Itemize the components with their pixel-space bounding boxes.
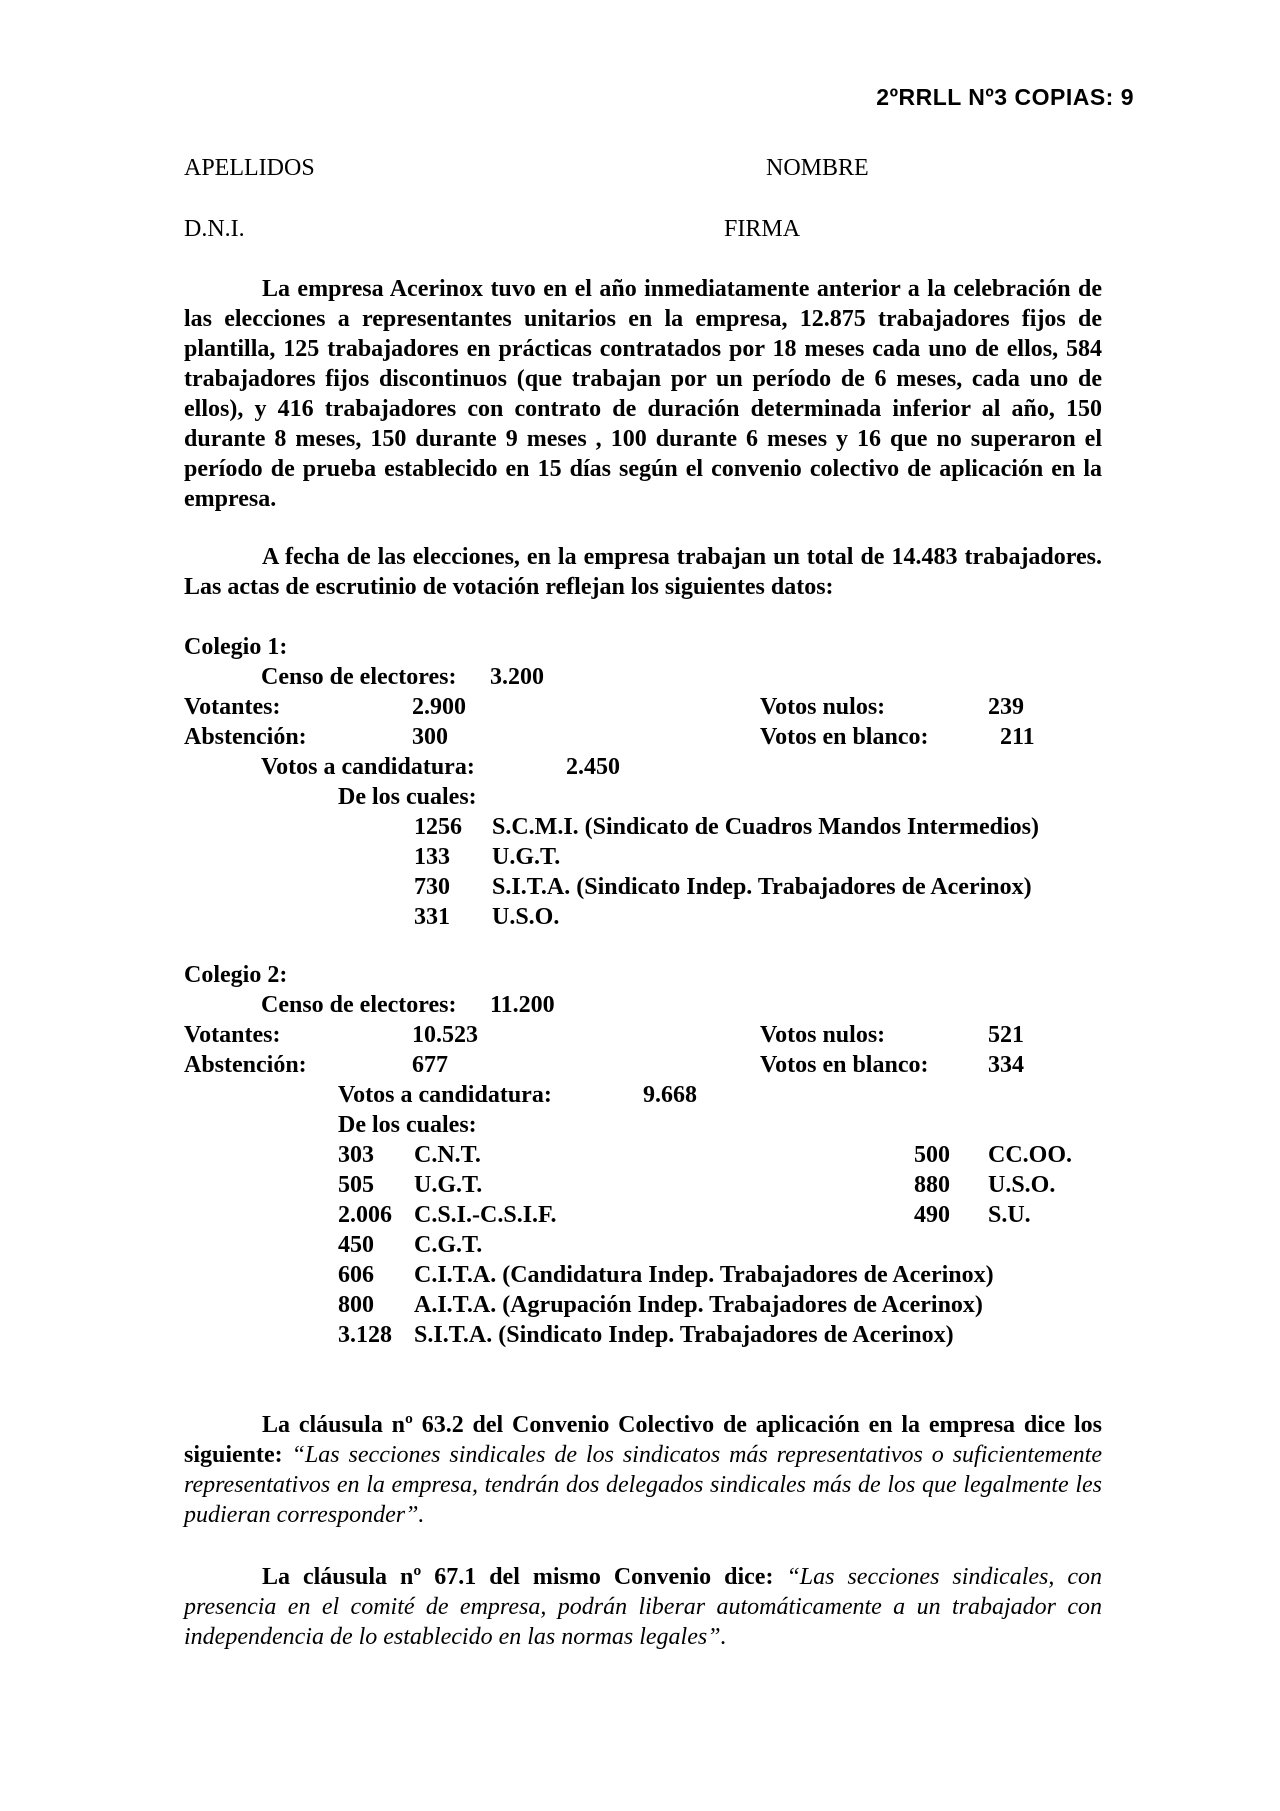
dni-label: D.N.I.	[184, 216, 245, 242]
colegio-2-item-votes: 3.128	[338, 1322, 392, 1348]
colegio-1-votantes-value: 2.900	[412, 694, 466, 720]
intro-paragraph-2: A fecha de las elecciones, en la empresa trabajan un total de 14.483 trabajadores. Las actas de escrutinio de votación reflejan los siguientes datos:	[184, 544, 1102, 600]
colegio-2-item-votes: 450	[338, 1232, 374, 1258]
colegio-2-censo-label: Censo de electores:	[261, 992, 457, 1018]
apellidos-label: APELLIDOS	[184, 155, 315, 181]
document-code: 2ºRRLL Nº3 COPIAS: 9	[876, 84, 1134, 110]
colegio-2-votantes-value: 10.523	[412, 1022, 478, 1048]
colegio-2-right-item-votes: 880	[914, 1172, 950, 1198]
colegio-1-abstencion-value: 300	[412, 724, 448, 750]
colegio-1-candidatura-label: Votos a candidatura:	[261, 754, 475, 780]
colegio-1-item-votes: 1256	[414, 814, 462, 840]
colegio-2-censo-value: 11.200	[490, 992, 555, 1018]
colegio-1-item-name: U.S.O.	[492, 904, 560, 930]
colegio-1-title: Colegio 1:	[184, 634, 288, 660]
clausula-63-heading: La cláusula nº 63.2 del Convenio Colectivo de aplicación en la empresa dice los siguiente:	[184, 1412, 1102, 1468]
clausula-67-heading: La cláusula nº 67.1 del mismo Convenio dice:	[262, 1564, 774, 1590]
colegio-1-nulos-label: Votos nulos:	[760, 694, 886, 720]
colegio-2-item-votes: 303	[338, 1142, 374, 1168]
colegio-2-item-votes: 606	[338, 1262, 374, 1288]
colegio-2-item-votes: 505	[338, 1172, 374, 1198]
clausula-63-quote: “Las secciones sindicales de los sindicatos más representativos o suficientemente representativos en la empresa, tendrán dos delegados sindicales más de los que legalmente les pudieran corresponder”.	[184, 1442, 1102, 1528]
colegio-2-item-votes: 800	[338, 1292, 374, 1318]
colegio-2-item-votes: 2.006	[338, 1202, 392, 1228]
colegio-2-title: Colegio 2:	[184, 962, 288, 988]
colegio-2-candidatura-value: 9.668	[643, 1082, 697, 1108]
colegio-2-item-name: C.S.I.-C.S.I.F.	[414, 1202, 557, 1228]
colegio-2-abstencion-value: 677	[412, 1052, 448, 1078]
colegio-2-votantes-label: Votantes:	[184, 1022, 281, 1048]
firma-label: FIRMA	[724, 216, 801, 242]
colegio-2-nulos-value: 521	[988, 1022, 1024, 1048]
colegio-1-blanco-label: Votos en blanco:	[760, 724, 929, 750]
colegio-2-right-item-votes: 500	[914, 1142, 950, 1168]
colegio-2-blanco-value: 334	[988, 1052, 1024, 1078]
colegio-1-item-name: U.G.T.	[492, 844, 561, 870]
colegio-2-right-item-name: CC.OO.	[988, 1142, 1072, 1168]
colegio-1-nulos-value: 239	[988, 694, 1024, 720]
colegio-1-candidatura-value: 2.450	[566, 754, 620, 780]
colegio-1-item-votes: 133	[414, 844, 450, 870]
colegio-1-censo-label: Censo de electores:	[261, 664, 457, 690]
colegio-2-nulos-label: Votos nulos:	[760, 1022, 886, 1048]
colegio-1-item-name: S.I.T.A. (Sindicato Indep. Trabajadores de Acerinox)	[492, 874, 1032, 900]
intro-paragraph-1: La empresa Acerinox tuvo en el año inmediatamente anterior a la celebración de las elecciones a representantes unitarios en la empresa, 12.875 trabajadores fijos de plantilla, 125 trabajadores en prácticas contratados por 18 meses cada uno de ellos, 584 trabajadores fijos discontinuos (que trabajan por un período de 6 meses, cada uno de ellos), y 416 trabajadores con contrato de duración determinada inferior al año, 150 durante 8 meses, 150 durante 9 meses , 100 durante 6 meses y 16 que no superaron el período de prueba establecido en 15 días según el convenio colectivo de aplicación en la empresa.	[184, 276, 1102, 512]
clausula-67-quote: “Las secciones sindicales, con presencia en el comité de empresa, podrán liberar automáticamente a un trabajador con independencia de lo establecido en las normas legales”.	[184, 1564, 1102, 1650]
colegio-2-item-name: S.I.T.A. (Sindicato Indep. Trabajadores de Acerinox)	[414, 1322, 954, 1348]
colegio-2-candidatura-label: Votos a candidatura:	[338, 1082, 552, 1108]
colegio-2-right-item-votes: 490	[914, 1202, 950, 1228]
colegio-2-blanco-label: Votos en blanco:	[760, 1052, 929, 1078]
colegio-2-item-name: C.G.T.	[414, 1232, 483, 1258]
colegio-2-item-name: C.N.T.	[414, 1142, 481, 1168]
colegio-1-votantes-label: Votantes:	[184, 694, 281, 720]
colegio-1-cuales-label: De los cuales:	[338, 784, 477, 810]
colegio-2-item-name: C.I.T.A. (Candidatura Indep. Trabajadores de Acerinox)	[414, 1262, 994, 1288]
nombre-label: NOMBRE	[766, 155, 869, 181]
colegio-1-censo-value: 3.200	[490, 664, 544, 690]
colegio-2-item-name: A.I.T.A. (Agrupación Indep. Trabajadores de Acerinox)	[414, 1292, 983, 1318]
colegio-1-blanco-value: 211	[1000, 724, 1035, 750]
colegio-1-abstencion-label: Abstención:	[184, 724, 307, 750]
clausula-63-paragraph	[184, 1410, 1102, 1530]
colegio-2-item-name: U.G.T.	[414, 1172, 483, 1198]
colegio-2-cuales-label: De los cuales:	[338, 1112, 477, 1138]
colegio-2-abstencion-label: Abstención:	[184, 1052, 307, 1078]
colegio-1-item-name: S.C.M.I. (Sindicato de Cuadros Mandos Intermedios)	[492, 814, 1039, 840]
colegio-1-item-votes: 730	[414, 874, 450, 900]
clausula-67-paragraph	[184, 1562, 1102, 1652]
colegio-2-right-item-name: S.U.	[988, 1202, 1031, 1228]
colegio-2-right-item-name: U.S.O.	[988, 1172, 1056, 1198]
colegio-1-item-votes: 331	[414, 904, 450, 930]
